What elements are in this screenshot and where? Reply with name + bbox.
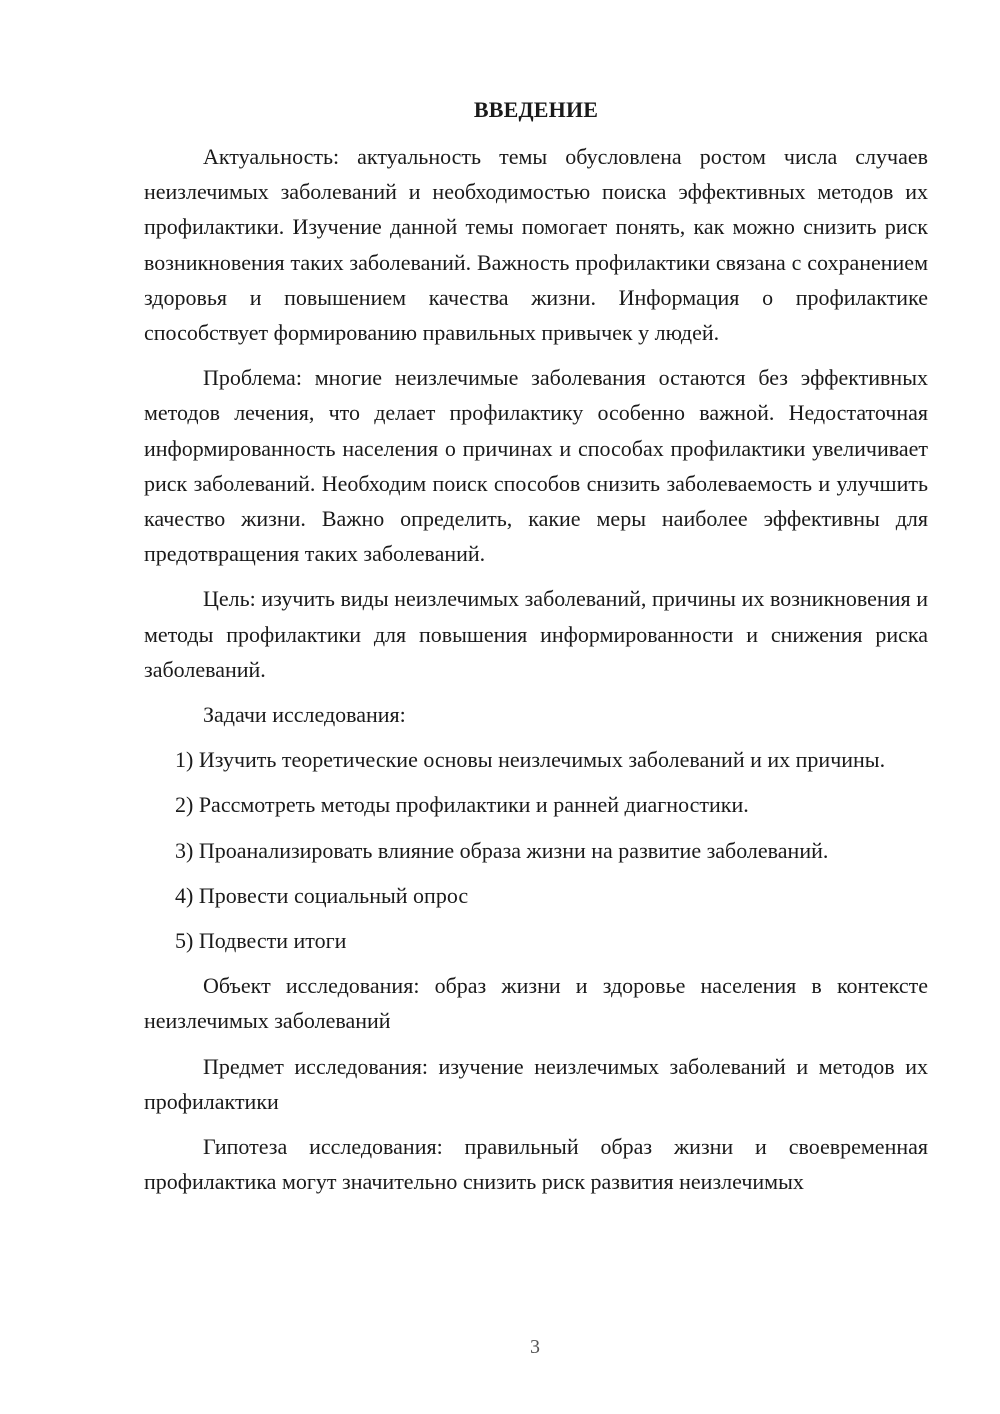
paragraph-goal: Цель: изучить виды неизлечимых заболеваний, причины их возникновения и методы профилактики для повышения информированности и снижения риска заболеваний.	[144, 586, 928, 682]
paragraph-subject: Предмет исследования: изучение неизлечимых заболеваний и методов их профилактики	[144, 1053, 928, 1114]
paragraph-problem: Проблема: многие неизлечимые заболевания остаются без эффективных методов лечения, что делает профилактику особенно важной. Недостаточная информированность населения о причинах и способах профилактики увеличивает риск заболеваний. Необходим поиск способов снизить заболеваемость и улучшить качество жизни. Важно определить, какие меры наиболее эффективны для предотвращения таких заболеваний.	[144, 365, 928, 567]
task-item-1: 1) Изучить теоретические основы неизлечимых заболеваний и их причины.	[175, 747, 886, 773]
paragraph-relevance: Актуальность: актуальность темы обусловлена ростом числа случаев неизлечимых заболеваний и необходимостью поиска эффективных методов их профилактики. Изучение данной темы помогает понять, как можно снизить риск возникновения таких заболеваний. Важность профилактики связана с сохранением здоровья и повышением качества жизни. Информация о профилактике способствует формированию правильных привычек у людей.	[144, 144, 928, 346]
task-item-2: 2) Рассмотреть методы профилактики и ранней диагностики.	[175, 792, 749, 818]
paragraph-tasks-heading: Задачи исследования:	[203, 702, 406, 728]
task-item-4: 4) Провести социальный опрос	[175, 882, 469, 908]
task-item-3: 3) Проанализировать влияние образа жизни на развитие заболеваний.	[175, 837, 829, 863]
page-title: ВВЕДЕНИЕ	[473, 97, 599, 122]
page-number: 3	[530, 1336, 540, 1358]
paragraph-hypothesis: Гипотеза исследования: правильный образ жизни и своевременная профилактика могут значительно снизить риск развития неизлечимых	[144, 1134, 928, 1195]
paragraph-object: Объект исследования: образ жизни и здоровье населения в контексте неизлечимых заболеваний	[144, 973, 928, 1034]
task-item-5: 5) Подвести итоги	[175, 928, 347, 954]
page-content	[144, 92, 928, 1199]
